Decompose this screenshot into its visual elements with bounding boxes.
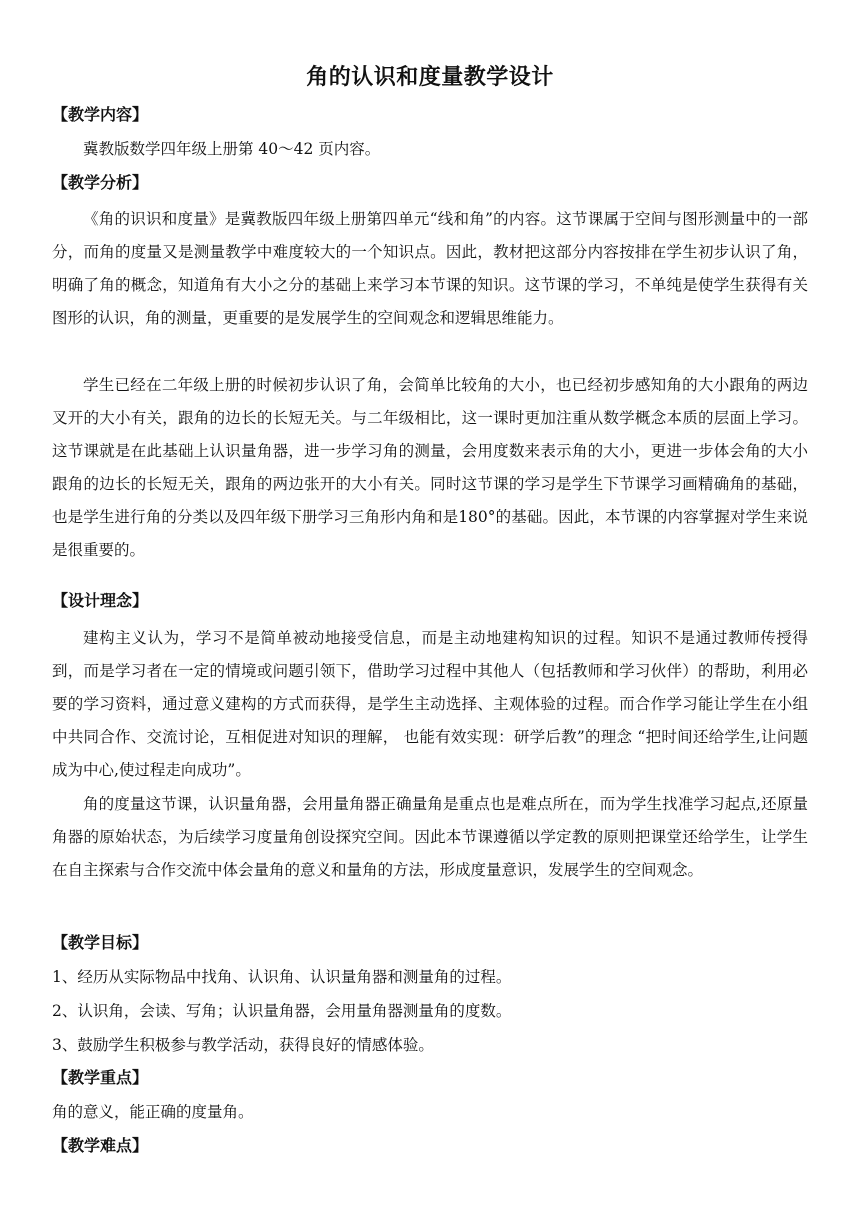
key-points-text: 角的意义，能正确的度量角。 [52,1103,254,1121]
teaching-content-text: 冀教版数学四年级上册第 40～42 页内容。 [83,140,381,158]
analysis-paragraph-2: 学生已经在二年级上册的时候初步认识了角，会简单比较角的大小，也已经初步感知角的大小跟角的两边叉开的大小有关，跟角的边长的长短无关。与二年级相比，这一课时更加注重从数学概念本质的层面上学习。这节课就是在此基础上认识量角器，进一步学习角的测量，会用度数来表示角的大小，更进一步体会角的大小跟角的边长的长短无关，跟角的两边张开的大小有关。同时这节课的学习是学生下节课学习画精确角的基础，也是学生进行角的分类以及四年级下册学习三角形内角和是180°的基础。因此，本节课的内容掌握对学生来说是很重要的。 [52,376,808,559]
heading-difficulties: 【教学难点】 [52,1136,149,1155]
concept-paragraph-2: 角的度量这节课，认识量角器，会用量角器正确量角是重点也是难点所在，而为学生找准学习起点,还原量角器的原始状态，为后续学习度量角创设探究空间。因此本节课遵循以学定教的原则把课堂还给学生，让学生在自主探索与合作交流中体会量角的意义和量角的方法，形成度量意识，发展学生的空间观念。 [52,795,808,879]
heading-teaching-goals: 【教学目标】 [52,933,149,952]
heading-key-points: 【教学重点】 [52,1068,149,1087]
heading-design-concept: 【设计理念】 [52,591,149,610]
goal-item-2: 2、认识角，会读、写角；认识量角器，会用量角器测量角的度数。 [52,1002,512,1020]
document-title: 角的认识和度量教学设计 [306,65,554,90]
goal-item-3: 3、鼓励学生积极参与教学活动，获得良好的情感体验。 [52,1036,434,1054]
heading-teaching-analysis: 【教学分析】 [52,173,149,192]
analysis-paragraph-1: 《角的识识和度量》是冀教版四年级上册第四单元“线和角”的内容。这节课属于空间与图形测量中的一部分，而角的度量又是测量教学中难度较大的一个知识点。因此，教材把这部分内容按排在学生初步认识了角，明确了角的概念，知道角有大小之分的基础上来学习本节课的知识。这节课的学习，不单纯是使学生获得有关图形的认识，角的测量，更重要的是发展学生的空间观念和逻辑思维能力。 [52,210,808,327]
concept-paragraph-1: 建构主义认为，学习不是简单被动地接受信息，而是主动地建构知识的过程。知识不是通过教师传授得到，而是学习者在一定的情境或问题引领下，借助学习过程中其他人（包括教师和学习伙伴）的帮助，利用必要的学习资料，通过意义建构的方式而获得，是学生主动选择、主观体验的过程。而合作学习能让学生在小组中共同合作、交流讨论，互相促进对知识的理解， 也能有效实现：研学后教”的理念 “把时间还给学生,让问题成为中心,使过程走向成功”。 [52,629,808,779]
heading-teaching-content: 【教学内容】 [52,105,149,124]
goal-item-1: 1、经历从实际物品中找角、认识角、认识量角器和测量角的过程。 [52,968,512,986]
